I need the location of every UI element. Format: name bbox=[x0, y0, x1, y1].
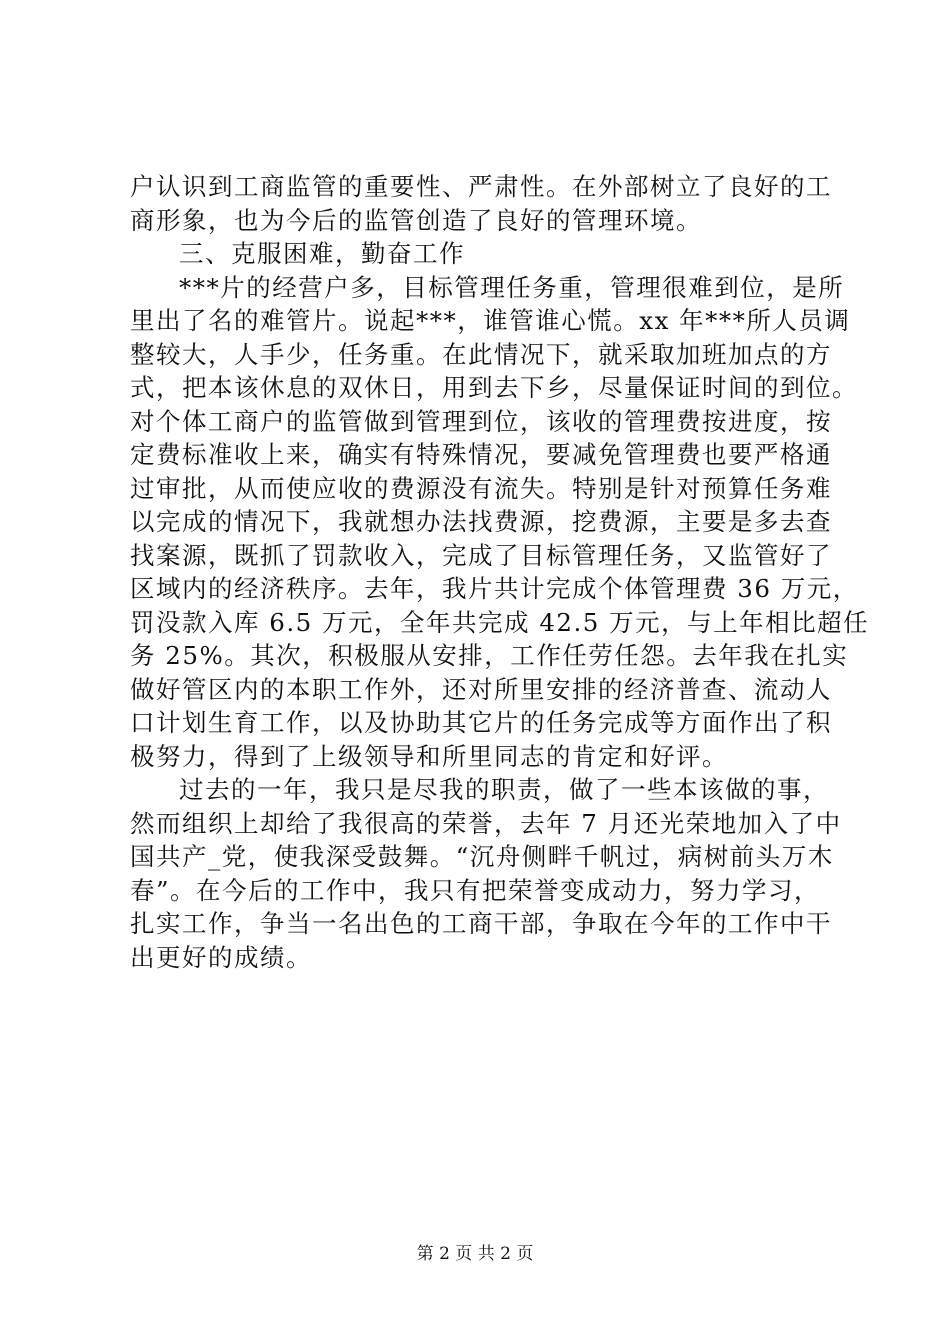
text-line: 定费标准收上来，确实有特殊情况，要减免管理费也要严格通 bbox=[130, 440, 832, 469]
text-line: 过去的一年，我只是尽我的职责，做了一些本该做的事， bbox=[179, 775, 829, 804]
text-line: 然而组织上却给了我很高的荣誉，去年 7 月还光荣地加入了中 bbox=[130, 808, 842, 838]
text-line: 找案源，既抓了罚款收入，完成了目标管理任务，又监管好了 bbox=[130, 540, 832, 570]
text-line: 国共产_党，使我深受鼓舞。“沉舟侧畔千帆过，病树前头万木 bbox=[130, 842, 834, 871]
text-line: 过审批，从而使应收的费源没有流失。特别是针对预算任务难 bbox=[130, 473, 832, 503]
text-line: 扎实工作，争当一名出色的工商干部，争取在今年的工作中干 bbox=[130, 909, 832, 938]
text-line: 务 25%。其次，积极服从安排，工作任劳任怨。去年我在扎实 bbox=[130, 641, 849, 670]
text-line: 口计划生育工作，以及协助其它片的任务完成等方面作出了积 bbox=[130, 708, 832, 737]
text-line: ***片的经营户多，目标管理任务重，管理很难到位，是所 bbox=[179, 272, 845, 302]
text-line: 对个体工商户的监管做到管理到位，该收的管理费按进度，按 bbox=[130, 406, 832, 436]
text-line: 极努力，得到了上级领导和所里同志的肯定和好评。 bbox=[130, 741, 728, 771]
document-body bbox=[130, 170, 870, 974]
text-line: 春”。在今后的工作中，我只有把荣誉变成动力，努力学习， bbox=[130, 875, 821, 905]
text-line: 整较大，人手少，任务重。在此情况下，就采取加班加点的方 bbox=[130, 339, 832, 369]
text-line: 出更好的成绩。 bbox=[130, 942, 312, 972]
text-line: 商形象，也为今后的监管创造了良好的管理环境。 bbox=[130, 205, 702, 235]
text-line: 做好管区内的本职工作外，还对所里安排的经济普查、流动人 bbox=[130, 674, 832, 704]
page-number-footer: 第 2 页 共 2 页 bbox=[416, 1244, 534, 1264]
text-line: 区域内的经济秩序。去年，我片共计完成个体管理费 36 万元， bbox=[130, 574, 859, 603]
text-line: 式，把本该休息的双休日，用到去下乡，尽量保证时间的到位。 bbox=[130, 373, 858, 402]
text-line: 户认识到工商监管的重要性、严肃性。在外部树立了良好的工 bbox=[130, 172, 832, 201]
text-line: 以完成的情况下，我就想办法找费源，挖费源，主要是多去查 bbox=[130, 507, 832, 536]
text-line: 里出了名的难管片。说起***，谁管谁心慌。xx 年***所人员调 bbox=[130, 306, 851, 335]
text-line: 罚没款入库 6.5 万元，全年共完成 42.5 万元，与上年相比超任 bbox=[130, 607, 870, 637]
section-heading: 三、克服困难，勤奋工作 bbox=[179, 239, 465, 268]
